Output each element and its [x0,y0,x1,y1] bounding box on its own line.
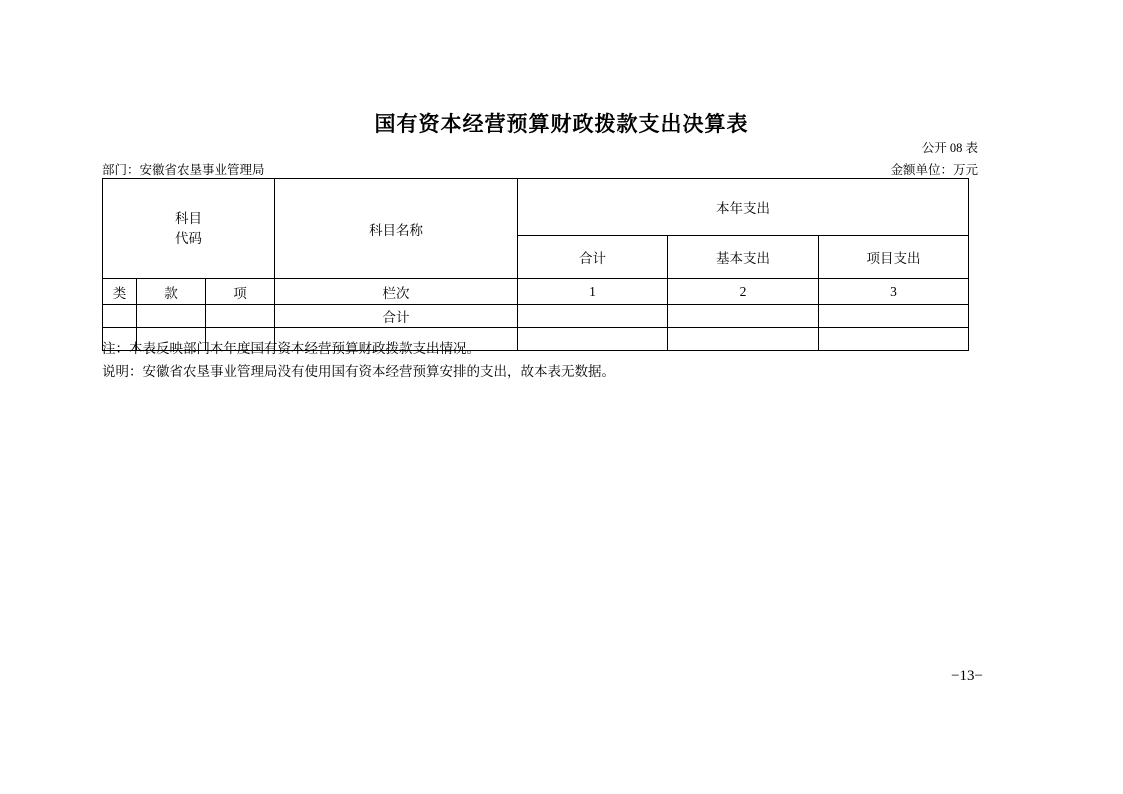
budget-expenditure-table [102,178,969,351]
header-project-expenditure: 项目支出 [819,236,969,279]
cell-class-total [103,305,137,328]
table-note-2: 说明：安徽省农垦事业管理局没有使用国有资本经营预算安排的支出，故本表无数据。 [102,364,615,379]
table-row [103,279,969,305]
header-subject-code [103,179,275,279]
page-title: 国有资本经营预算财政拨款支出决算表 [374,113,749,136]
cell-column-index-2: 2 [668,279,819,305]
cell-total-basic [668,305,819,328]
cell-item-total [206,305,275,328]
table-header-row-1 [103,179,969,236]
header-class: 类 [103,279,137,305]
table-note-1: 注：本表反映部门本年度国有资本经营预算财政拨款支出情况。 [102,341,480,356]
header-subject-code-line1: 科目 [175,210,202,226]
cell-blank-sum [518,328,668,351]
header-current-year-expenditure: 本年支出 [518,179,969,236]
cell-blank-project [819,328,969,351]
header-subject-name: 科目名称 [275,179,518,279]
cell-total-project [819,305,969,328]
amount-unit-label: 金额单位：万元 [890,163,978,177]
header-item: 项 [206,279,275,305]
cell-total-sum [518,305,668,328]
table-row [103,305,969,328]
cell-column-index-3: 3 [819,279,969,305]
header-section: 款 [137,279,206,305]
form-code-label: 公开 08 表 [921,141,978,155]
header-basic-expenditure: 基本支出 [668,236,819,279]
cell-column-index-1: 1 [518,279,668,305]
cell-section-total [137,305,206,328]
page-number: −13− [951,668,983,684]
row-label-column-index: 栏次 [275,279,518,305]
header-total: 合计 [518,236,668,279]
header-subject-code-line2: 代码 [175,230,202,246]
row-label-total: 合计 [275,305,518,328]
department-label: 部门：安徽省农垦事业管理局 [102,163,265,177]
cell-blank-basic [668,328,819,351]
